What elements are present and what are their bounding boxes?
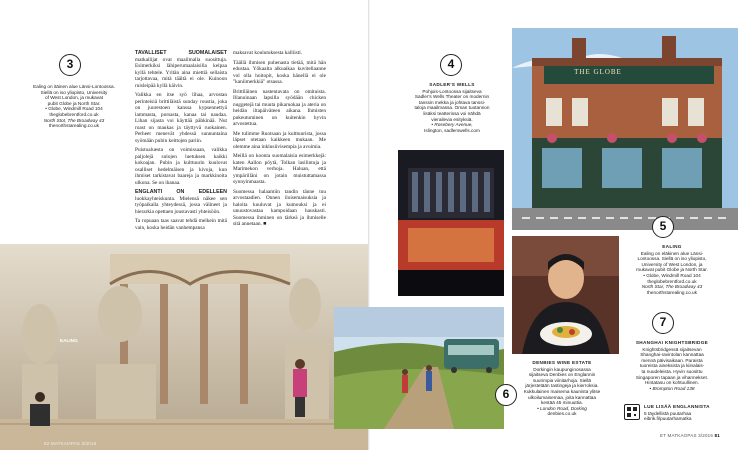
left-folio: 82 MATKAOPAS 3/2016 <box>44 441 97 446</box>
info-box-5: EALING Ealing on eläkinen alue Länsi- Lontoossa. Siellä on iso yliopisto, University of West London, ja mukavat pubit Globe ja North Star. • Globe, Windmill Road 104 theglobebrentford.co.uk North Star, The Broadway 43 thenorthstarealing.co.uk <box>636 244 708 295</box>
pub-sign: THE GLOBE <box>574 68 622 76</box>
number-badge-3: 3 <box>59 54 81 76</box>
globe-pub-photo <box>512 28 738 230</box>
info-box-6: DENBIES WINE ESTATE Dorkingin kaupunginosassa sijaitseva Denbies on Englannin suurimpia viinitarhoja. Siellä järjestetään tastingeja ja kierroksia. Kukkulainen maisema kaunista ylitse ulkoilumaisemaa, joita kannattaa kestää 45 minuuttia. • London Road, Dorking denbies.co.uk <box>523 360 601 417</box>
museum-cast-court-photo <box>0 244 368 450</box>
qr-code-icon[interactable] <box>624 404 640 420</box>
read-more-box: LUE LISÄÄ ENGLANNISTA 5 täydellistä puutarhaa eibrik.fi/puutarhamatka <box>644 404 734 422</box>
museum-photo-label: EALING <box>60 338 78 343</box>
number-badge-5: 5 <box>652 216 674 238</box>
number-badge-4: 4 <box>440 54 462 76</box>
right-folio: ET MATKAOPAS 3/2016 81 <box>660 433 720 438</box>
info-box-3: Ealing on itäinen alue Länsi-Lontoossa. Siellä on iso yliopisto, University of West London, ja mukavat pubit Globe ja North Star. • Globe, Windmill Road 104 theglobebrentford.co.uk North Stot, The Broadway 43 thenorthstarealing.co.uk <box>33 84 115 129</box>
number-badge-6: 6 <box>495 384 517 406</box>
read-more-link[interactable]: eibrik.fi/puutarhamatka <box>644 416 692 422</box>
info-box-7: SHANGHAI KNIGHTSBRIDGE Knightsbridgessä sijaitsevan Shanghai-ravintolan kannattaa mennä päivisaikaan. Paraista tuoreista aineksista ja kiinalais- ta nuudeleista. Hyvin suosittu Singaporen tapaan ja vihannekset. Hintatasu on kohtuullinen. • Brompton Road 138 <box>635 340 709 391</box>
article-column-2: maksavat koulutuksesta kalliisti. Täällä ihmisen puhenasta tietää, mitä hän edustaa. Yökaalta alkuaikaa kuvitellaanne vol olla hoitopit, koska hänellä ei ole "kaniimerkkiä" otsassa. Brittiläinen nastentavata on omituista. Illanuinaan lapsilla syödään chicken nuggetejä tai muuta pikaruokaa ja ateria on heidän iltapäiväteen aikana. Ihmisten pukeutuminen on kuitenkin hyvin arvostettua. Me tulimme Ruotsaan ja kulttuurista, jossa läpset otetaan kaikkeen mukaan. Me olemme aina inklusiivisempia ja avoimia. Meillä on koonta suomalaisia esimerkkejä: katen Aallon pöytä, Tolkan lasilintuja ja Marimekon verhoja. Haluan, että ympärilläni on jotain muistuttamassa synnyinmaasta. Suomessa halaamiin taudin tänne tuu arvostaadien. Onnen iloisemaisuksia ja haloita kuuluvat ja kumouksi ja ei unuustovastaa kampoidaan hauskasti. Suomessa ihminen on tärkeä ja ihmiselle sitä annetaan. ■ <box>233 50 326 227</box>
sadlers-wells-photo <box>398 150 504 296</box>
info-box-4: SADLER'S WELLS Pohjois-Lontoossa sijaitseva Sadler's Wells Theater on modernin tanssin mekka ja johtava tanssi- taloja maailmassa. Oman tuotannon lisäksi teatterissa voi nähdä vierailevia esityksiä. • Rosebery Avenue, Islington, sadlerswells.com <box>414 82 490 133</box>
shanghai-chef-photo <box>512 236 619 354</box>
article-column-1: TAVALLISET SUOMALAISET matkailijat ovat maailmalla suosittuja. Esimerkiksi lähiperumaalaisilla kelpaa kyllä tehtele. Yritän aina miettiä sellaista tarjottavaa, mitä täältä ei ole. Kuinoon ruisleipää kyllä käivin. Valikka en itse syö lihaa, arvostan perinteisiä brittiläistä sunday roustia, joka on juurestoen kanssa kypsennettyä lammasta, porsasta, kanaa tai naudaa. Lihan sijasta voi käyttää pähkinää. Nut roast on maukas ja täyttyvä ruokainen. Perheet menevät yhdessä sunnuntaina syömään pubin keittojen pariin. Puistoaluesta on voimissaan, valikka paljolejä sulojen luetuksen kaikki kokoajan. Pubin ja kulttuurin kuulovat osalliset hedelmäisen ja kivoja, kun ihmiset tarkistavat baareja ja markkinoita ulkona. Se on ihanaa. ENGLANTI ON EDELLEEN luokkayhteiskunta. Mielensä näkee sen työpaikalla yhteydessä, jossa välineet ja hierarkia opettaen joustavasti yhteisöön. Ta ropuaan taas saavat tehdä melkein mitä vain, koska heidän vanhempansa <box>135 50 227 231</box>
denbies-vineyard-photo <box>334 307 504 429</box>
number-badge-7: 7 <box>652 312 674 334</box>
